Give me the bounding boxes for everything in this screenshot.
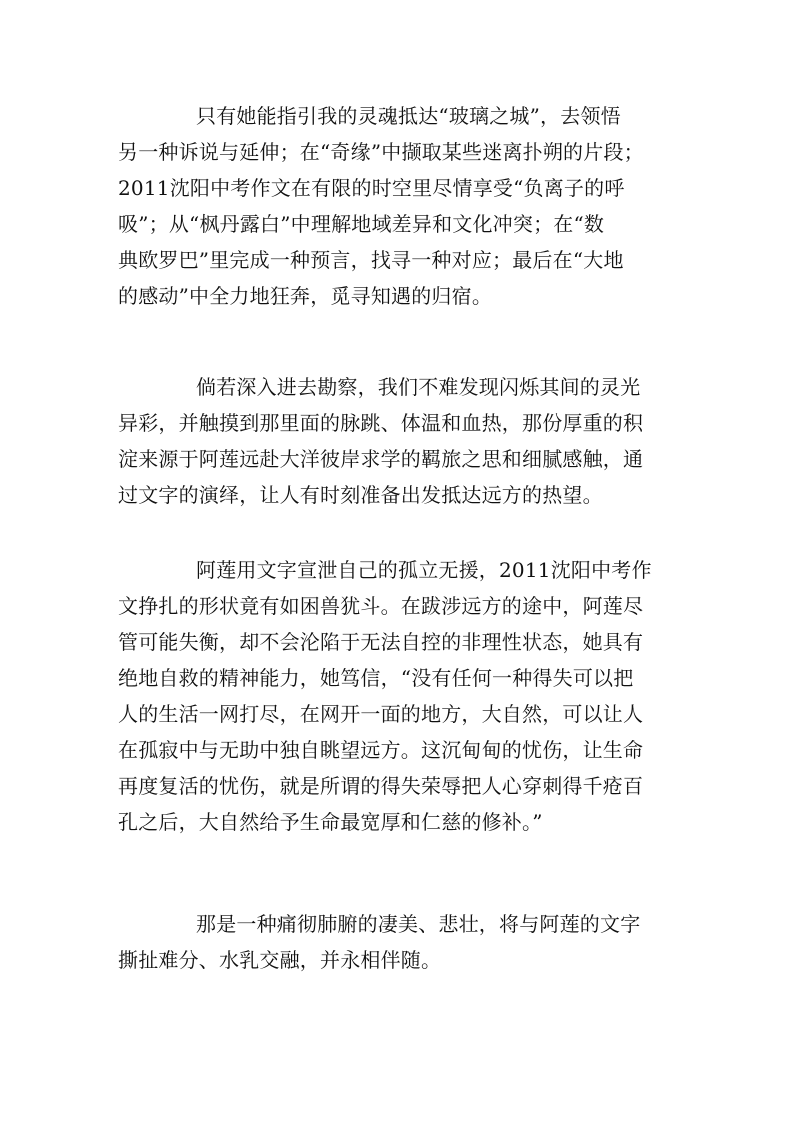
paragraph-line: 孔之后，大自然给予生命最宽厚和仁慈的修补。” — [118, 810, 543, 834]
paragraph-4 — [118, 906, 678, 978]
paragraph-line: 再度复活的忧伤，就是所谓的得失荣辱把人心穿刺得千疮百 — [118, 774, 644, 798]
paragraph-line: 的感动”中全力地狂奔，觅寻知遇的归宿。 — [118, 284, 493, 308]
paragraph-3 — [118, 552, 678, 840]
paragraph-line: 那是一种痛彻肺腑的凄美、悲壮，将与阿莲的文字 — [196, 912, 641, 936]
paragraph-line: 人的生活一网打尽，在网开一面的地方，大自然，可以让人 — [118, 702, 644, 726]
paragraph-line: 另一种诉说与延伸；在“奇缘”中撷取某些迷离扑朔的片段； — [118, 140, 644, 164]
paragraph-line: 异彩，并触摸到那里面的脉跳、体温和血热，那份厚重的积 — [118, 411, 644, 435]
paragraph-line: 吸”；从“枫丹露白”中理解地域差异和文化冲突；在“数 — [118, 212, 605, 236]
paragraph-line: 管可能失衡，却不会沦陷于无法自控的非理性状态，她具有 — [118, 630, 644, 654]
paragraph-line: 典欧罗巴”里完成一种预言，找寻一种对应；最后在“大地 — [118, 248, 624, 272]
paragraph-line: 绝地自救的精神能力，她笃信，“没有任何一种得失可以把 — [118, 666, 634, 690]
paragraph-line: 阿莲用文字宣泄自己的孤立无援，2011沈阳中考作 — [196, 558, 652, 582]
paragraph-1 — [118, 98, 678, 314]
paragraph-2 — [118, 369, 678, 513]
paragraph-line: 2011沈阳中考作文在有限的时空里尽情享受“负离子的呼 — [118, 176, 625, 200]
paragraph-line: 在孤寂中与无助中独自眺望远方。这沉甸甸的忧伤，让生命 — [118, 738, 644, 762]
paragraph-line: 撕扯难分、水乳交融，并永相伴随。 — [118, 948, 442, 972]
paragraph-line: 倘若深入进去勘察，我们不难发现闪烁其间的灵光 — [196, 375, 641, 399]
paragraph-line: 过文字的演绎，让人有时刻准备出发抵达远方的热望。 — [118, 483, 603, 507]
paragraph-line: 文挣扎的形状竟有如困兽犹斗。在跋涉远方的途中，阿莲尽 — [118, 594, 644, 618]
paragraph-line: 淀来源于阿莲远赴大洋彼岸求学的羁旅之思和细腻感触，通 — [118, 447, 644, 471]
paragraph-line: 只有她能指引我的灵魂抵达“玻璃之城”，去领悟 — [196, 104, 621, 128]
